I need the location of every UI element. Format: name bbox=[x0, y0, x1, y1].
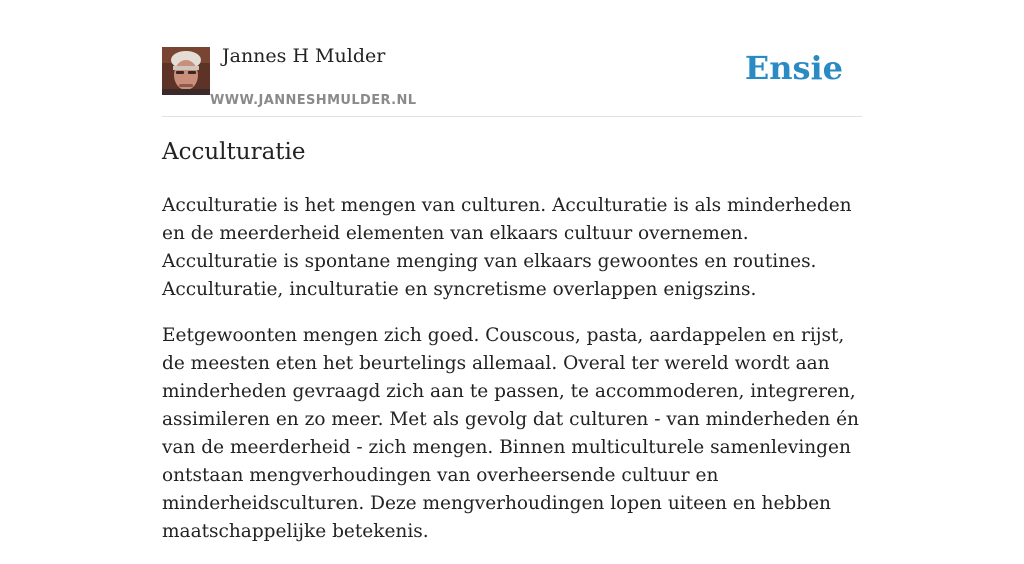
article-title: Acculturatie bbox=[162, 139, 306, 165]
article-body bbox=[162, 192, 868, 564]
author-header bbox=[162, 44, 862, 117]
author-avatar[interactable] bbox=[162, 47, 210, 95]
avatar-portrait-icon bbox=[162, 47, 210, 95]
author-name[interactable]: Jannes H Mulder bbox=[222, 45, 386, 67]
article-paragraph: Eetgewoonten mengen zich goed. Couscous, pasta, aardappelen en rijst, de meesten eten het beurtelings allemaal. Overal ter wereld wordt aan minderheden gevraagd zich aan te passen, te accommoderen, integreren, assimileren en zo meer. Met als gevolg dat culturen - van minderheden én van de meerderheid - zich mengen. Binnen multiculturele samenlevingen ontstaan mengverhoudingen van overheersende cultuur en minderheidsculturen. Deze mengverhoudingen lopen uiteen en hebben maatschappelijke betekenis. bbox=[162, 325, 859, 542]
ensie-logo[interactable]: Ensie bbox=[744, 49, 843, 87]
article-paragraph: Acculturatie is het mengen van culturen. Acculturatie is als minderheden en de meerderheid elementen van elkaars cultuur overnemen. Acculturatie is spontane menging van elkaars gewoontes en routines. Acculturatie, inculturatie en syncretisme overlappen enigszins. bbox=[162, 195, 852, 300]
author-website-link[interactable]: WWW.JANNESHMULDER.NL bbox=[210, 93, 417, 108]
